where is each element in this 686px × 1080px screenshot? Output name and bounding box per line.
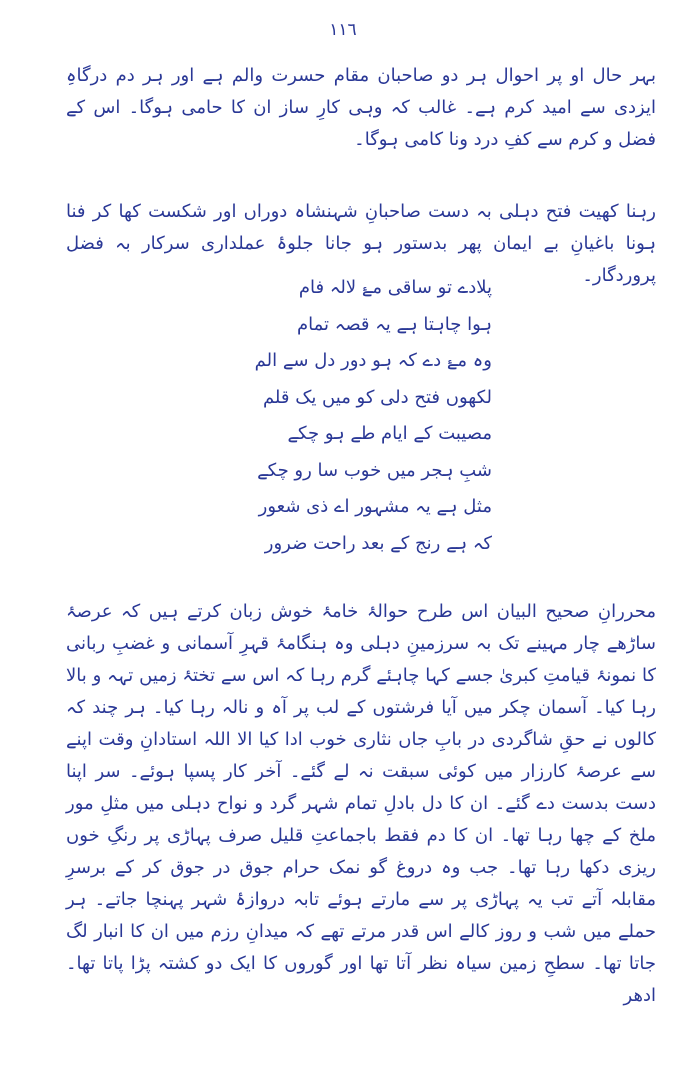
verse-line: لکھوں فتح دلی کو میں یک قلم	[262, 386, 492, 408]
verse-line: کہ ہے رنج کے بعد راحت ضرور	[264, 532, 492, 554]
verse-line: شبِ ہجر میں خوب سا رو چکے	[257, 459, 492, 481]
verse-line: مثل ہے یہ مشہور اے ذی شعور	[258, 496, 492, 517]
paragraph: محررانِ صحیح البیان اس طرح حوالۂ خامۂ خوش زبان کرتے ہیں کہ عرصۂ ساڑھے چار مہینے تک بہ سرزمینِ دہلی وہ ہنگامۂ قہرِ آسمانی و غضبِ ربانی کا نمونۂ قیامتِ کبریٰ جسے کہا چاہئے گرم رہا کہ اس سے تختۂ زمیں تہہ و بالا رہا کیا۔ آسمان چکر میں آیا فرشتوں کے لب پر آہ و نالہ رہا کیا۔ ہر چند کہ کالوں نے حقِ شاگردی در بابِ جاں نثاری خوب ادا کیا الا اللہ استادانِ وقت اپنے سے عرصۂ کارزار میں کوئی سبقت نہ لے گئے۔ آخر کار پسپا ہوئے۔ سر اپنا دست بدست دے گئے۔ ان کا دل بادلِ تمام شہر گرد و نواح دہلی میں مثلِ مور ملخ کے چھا رہا تھا۔ ان کا دم فقط باجماعتِ قلیل صرف پہاڑی پر رنگِ خوں ریزی دکھا رہا تھا۔ جب وہ دروغ گو نمک حرام جوق در جوق کر کے برسرِ مقابلہ آتے تب یہ پہاڑی پر سے مارتے ہوئے تابہ دروازۂ شہر پہنچا جاتے۔ ہر حملے میں شب و روز کالے اس قدر مرتے تھے کہ میدانِ رزم میں ان کا انبار لگ جاتا تھا۔ سطحِ زمین سیاہ نظر آتا تھا اور گوروں کا ایک دو کشتہ پڑا پاتا تھا۔ ادھر	[66, 601, 656, 1006]
page-number: ١١٦	[329, 20, 357, 40]
paragraph: رہنا کھیت فتح دہلی بہ دست صاحبانِ شہنشاہ دوراں اور شکست کھا کر فنا ہونا باغیانِ بے ایمان پھر بدستور ہو جانا جلوۂ عملداری سرکار بہ فضل پروردگار۔	[66, 201, 656, 286]
verse-line: مصیبت کے ایام طے ہو چکے	[287, 423, 492, 444]
paragraph-block-top	[66, 60, 656, 156]
paragraph-block-bottom	[66, 596, 656, 1012]
verse-line: پلادے تو ساقی مۓ لالہ فام	[298, 277, 492, 298]
verse-block	[196, 270, 492, 562]
verse-line: ہوا چاہتا ہے یہ قصہ تمام	[297, 313, 492, 335]
verse-line: وہ مۓ دے کہ ہو دور دل سے الم	[254, 350, 492, 371]
paragraph: بہر حال او پر احوال ہر دو صاحبان مقام حسرت والم ہے اور ہر دم درگاہِ ایزدی سے امید کرم ہے۔ غالب کہ وہی کارِ ساز ان کا حامی ہوگا۔ اس کے فضل و کرم سے کفِ درد ونا کامی ہوگا۔	[66, 65, 656, 150]
